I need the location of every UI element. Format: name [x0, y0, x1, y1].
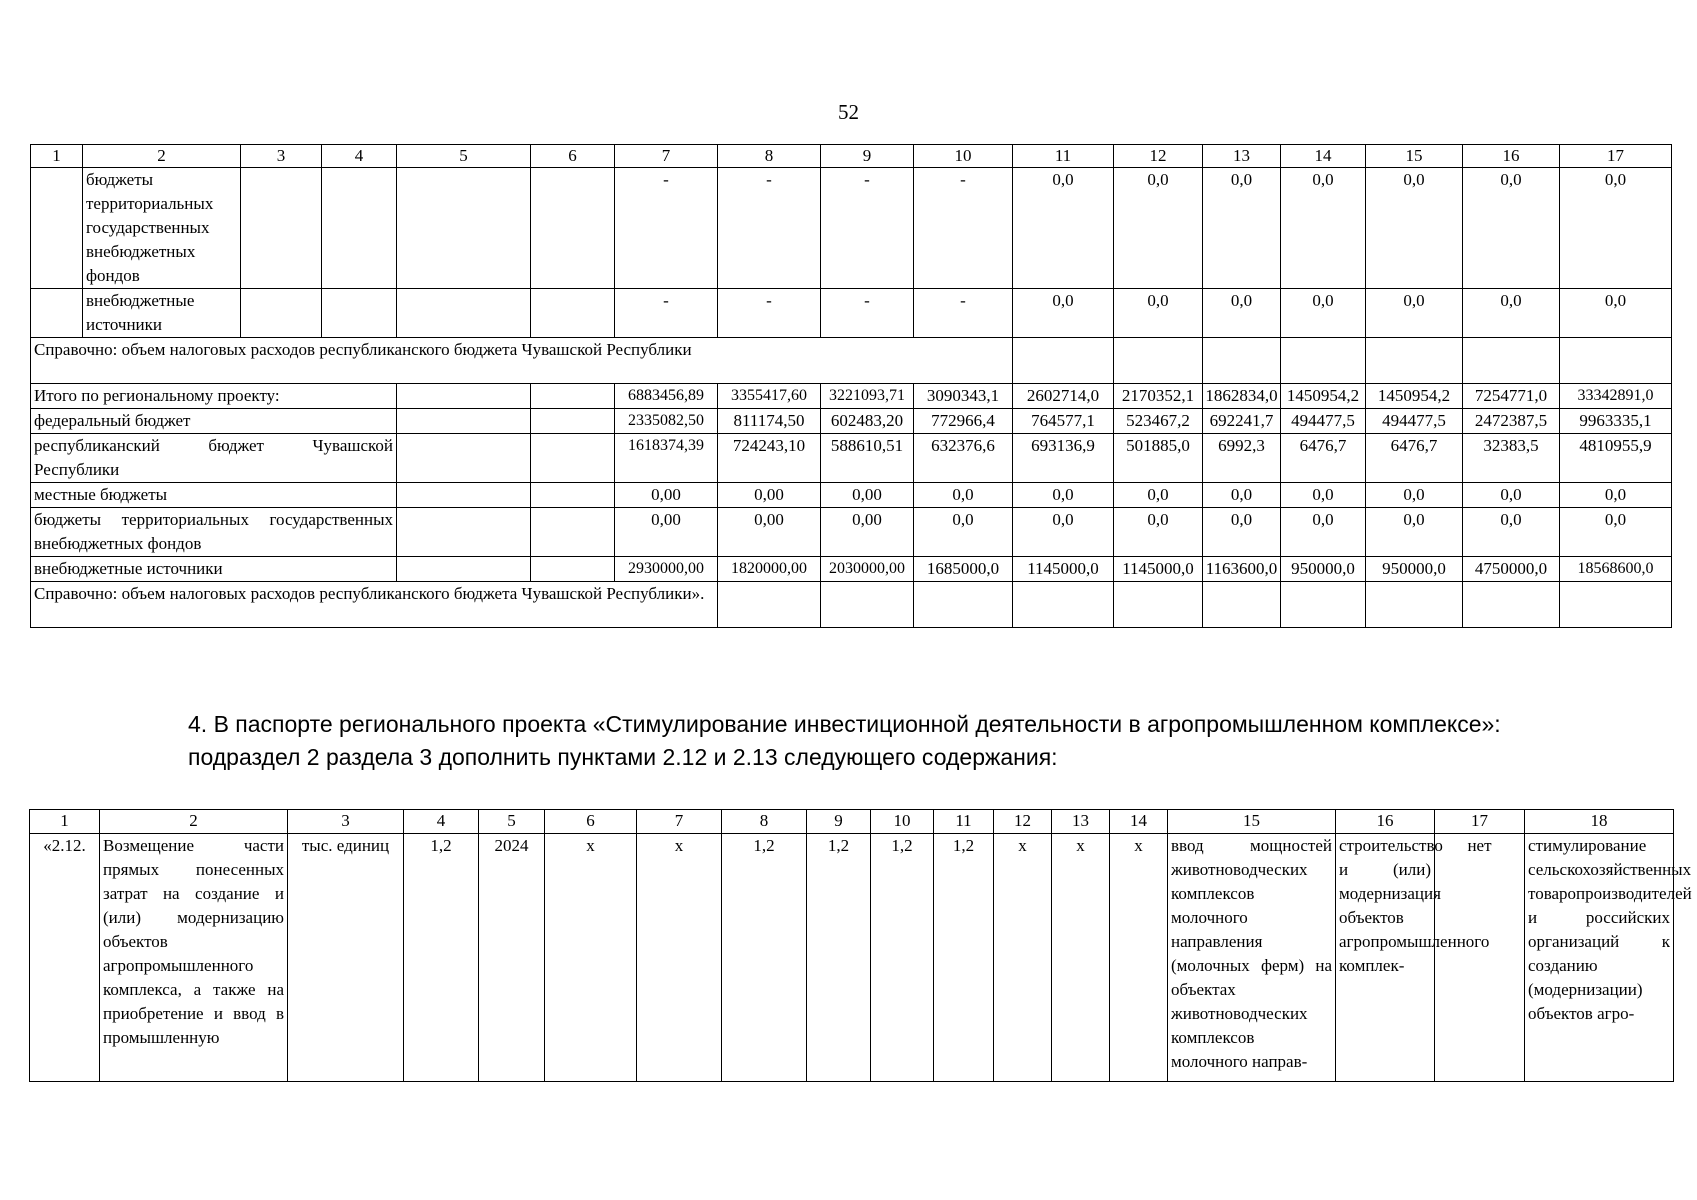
value-cell: 2030000,00	[821, 557, 914, 582]
value-cell: 523467,2	[1114, 409, 1203, 434]
value-cell: 1618374,39	[615, 434, 718, 483]
empty-cell	[531, 384, 615, 409]
value-cell: 0,00	[718, 483, 821, 508]
value-cell: 950000,0	[1366, 557, 1463, 582]
empty-cell	[821, 582, 914, 628]
column-header: 9	[821, 145, 914, 168]
value-cell: -	[615, 289, 718, 338]
table-row	[31, 289, 1672, 338]
value-cell: 0,0	[1366, 483, 1463, 508]
amendment-paragraph	[188, 708, 1501, 774]
row-label: местные бюджеты	[31, 483, 397, 508]
value-cell: ввод мощностей животноводческих комплексов молочного направления (молочных ферм) на объектах животноводческих комплексов молочного направ-	[1168, 834, 1336, 1082]
item-description: Возмещение части прямых понесенных затрат на создание и (или) модернизацию объектов агропромышленного комплекса, а также на приобретение и ввод в промышленную	[100, 834, 288, 1082]
value-cell: стимулирование сельскохозяйственных товаропроизводителей и российских организаций к созданию (модернизации) объектов агро-	[1525, 834, 1674, 1082]
table-row	[31, 384, 1672, 409]
value-cell: 0,00	[615, 508, 718, 557]
value-cell: 0,0	[1203, 168, 1281, 289]
empty-cell	[1114, 338, 1203, 384]
value-cell: тыс. единиц	[288, 834, 404, 1082]
empty-cell	[1366, 338, 1463, 384]
column-header: 8	[718, 145, 821, 168]
row-label: бюджеты территориальных государственных внебюджетных фондов	[83, 168, 241, 289]
value-cell: 0,0	[1114, 289, 1203, 338]
value-cell: 0,00	[821, 508, 914, 557]
empty-cell	[1560, 338, 1672, 384]
row-label: внебюджетные источники	[31, 557, 397, 582]
value-cell: 1450954,2	[1366, 384, 1463, 409]
column-header: 4	[322, 145, 397, 168]
column-header: 10	[871, 810, 934, 834]
value-cell: 0,0	[1560, 508, 1672, 557]
value-cell: -	[718, 289, 821, 338]
value-cell: 0,0	[1013, 483, 1114, 508]
empty-cell	[1203, 582, 1281, 628]
value-cell: 501885,0	[1114, 434, 1203, 483]
value-cell: 1,2	[722, 834, 807, 1082]
reference-label: Справочно: объем налоговых расходов республиканского бюджета Чувашской Республики	[31, 338, 1013, 384]
value-cell: 2024	[479, 834, 545, 1082]
empty-cell	[914, 582, 1013, 628]
value-cell: 0,00	[821, 483, 914, 508]
empty-cell	[397, 483, 531, 508]
table-row	[31, 409, 1672, 434]
column-header: 15	[1168, 810, 1336, 834]
value-cell: 9963335,1	[1560, 409, 1672, 434]
empty-cell	[531, 168, 615, 289]
column-header: 3	[241, 145, 322, 168]
value-cell: -	[821, 168, 914, 289]
row-label: республиканский бюджет Чувашской Республики	[31, 434, 397, 483]
value-cell: 6883456,89	[615, 384, 718, 409]
empty-cell	[718, 582, 821, 628]
value-cell: 0,00	[718, 508, 821, 557]
page-number: 52	[838, 100, 859, 124]
column-header: 16	[1336, 810, 1435, 834]
column-header: 6	[531, 145, 615, 168]
value-cell: 33342891,0	[1560, 384, 1672, 409]
value-cell: 0,0	[1463, 168, 1560, 289]
table-row	[31, 338, 1672, 384]
value-cell: 0,0	[1281, 483, 1366, 508]
reference-label: Справочно: объем налоговых расходов республиканского бюджета Чувашской Республики».	[31, 582, 718, 628]
value-cell: 0,0	[1013, 168, 1114, 289]
column-header: 5	[479, 810, 545, 834]
empty-cell	[1114, 582, 1203, 628]
value-cell: -	[914, 168, 1013, 289]
value-cell: х	[1110, 834, 1168, 1082]
empty-cell	[397, 409, 531, 434]
value-cell: 1,2	[807, 834, 871, 1082]
header-row	[30, 810, 1674, 834]
paragraph-line-2: подраздел 2 раздела 3 дополнить пунктами 2.12 и 2.13 следующего содержания:	[188, 744, 1058, 770]
value-cell: 0,0	[1013, 508, 1114, 557]
table-row	[31, 508, 1672, 557]
value-cell: 588610,51	[821, 434, 914, 483]
empty-cell	[241, 168, 322, 289]
value-cell: 692241,7	[1203, 409, 1281, 434]
column-header: 13	[1052, 810, 1110, 834]
empty-cell	[241, 289, 322, 338]
empty-cell	[31, 289, 83, 338]
value-cell: 3090343,1	[914, 384, 1013, 409]
column-header: 7	[615, 145, 718, 168]
value-cell: -	[914, 289, 1013, 338]
value-cell: 0,0	[1366, 168, 1463, 289]
value-cell: 950000,0	[1281, 557, 1366, 582]
value-cell: 0,0	[1203, 483, 1281, 508]
table-row	[31, 483, 1672, 508]
value-cell: 772966,4	[914, 409, 1013, 434]
column-header: 1	[31, 145, 83, 168]
table-row	[31, 582, 1672, 628]
empty-cell	[31, 168, 83, 289]
value-cell: 3355417,60	[718, 384, 821, 409]
empty-cell	[1463, 338, 1560, 384]
empty-cell	[397, 289, 531, 338]
value-cell: 0,0	[1560, 483, 1672, 508]
value-cell: 4810955,9	[1560, 434, 1672, 483]
budget-table	[30, 144, 1672, 628]
value-cell: х	[637, 834, 722, 1082]
column-header: 14	[1110, 810, 1168, 834]
value-cell: -	[821, 289, 914, 338]
column-header: 5	[397, 145, 531, 168]
value-cell: 2602714,0	[1013, 384, 1114, 409]
column-header: 17	[1560, 145, 1672, 168]
value-cell: х	[994, 834, 1052, 1082]
table-row	[31, 557, 1672, 582]
value-cell: 494477,5	[1281, 409, 1366, 434]
column-header: 14	[1281, 145, 1366, 168]
value-cell: 0,0	[1281, 168, 1366, 289]
empty-cell	[397, 434, 531, 483]
value-cell: 494477,5	[1366, 409, 1463, 434]
column-header: 4	[404, 810, 479, 834]
empty-cell	[531, 557, 615, 582]
value-cell: 1,2	[404, 834, 479, 1082]
empty-cell	[1463, 582, 1560, 628]
value-cell: 0,0	[1366, 508, 1463, 557]
value-cell: 1145000,0	[1013, 557, 1114, 582]
empty-cell	[531, 289, 615, 338]
empty-cell	[1013, 582, 1114, 628]
header-row	[31, 145, 1672, 168]
empty-cell	[397, 168, 531, 289]
item-number: «2.12.	[30, 834, 100, 1082]
empty-cell	[1013, 338, 1114, 384]
column-header: 13	[1203, 145, 1281, 168]
value-cell: 0,0	[1281, 289, 1366, 338]
value-cell: 2170352,1	[1114, 384, 1203, 409]
value-cell: 0,0	[1463, 483, 1560, 508]
paragraph-line-1: 4. В паспорте регионального проекта «Стимулирование инвестиционной деятельности в агропромышленном комплексе»:	[188, 711, 1501, 737]
value-cell: х	[545, 834, 637, 1082]
value-cell: 0,0	[1281, 508, 1366, 557]
value-cell: 0,0	[914, 483, 1013, 508]
value-cell: 0,0	[1203, 508, 1281, 557]
value-cell: 0,0	[1366, 289, 1463, 338]
empty-cell	[531, 508, 615, 557]
empty-cell	[1560, 582, 1672, 628]
value-cell: 1820000,00	[718, 557, 821, 582]
value-cell: 32383,5	[1463, 434, 1560, 483]
empty-cell	[397, 557, 531, 582]
value-cell: 6476,7	[1281, 434, 1366, 483]
empty-cell	[322, 289, 397, 338]
column-header: 1	[30, 810, 100, 834]
value-cell: 1163600,0	[1203, 557, 1281, 582]
value-cell: 1,2	[871, 834, 934, 1082]
value-cell: 0,0	[1013, 289, 1114, 338]
column-header: 11	[1013, 145, 1114, 168]
value-cell: 18568600,0	[1560, 557, 1672, 582]
column-header: 18	[1525, 810, 1674, 834]
column-header: 6	[545, 810, 637, 834]
value-cell: х	[1052, 834, 1110, 1082]
column-header: 10	[914, 145, 1013, 168]
row-label: Итого по региональному проекту:	[31, 384, 397, 409]
column-header: 9	[807, 810, 871, 834]
empty-cell	[1366, 582, 1463, 628]
row-label: бюджеты территориальных государственных внебюджетных фондов	[31, 508, 397, 557]
column-header: 3	[288, 810, 404, 834]
value-cell: 764577,1	[1013, 409, 1114, 434]
value-cell: 2930000,00	[615, 557, 718, 582]
value-cell: 0,0	[914, 508, 1013, 557]
column-header: 11	[934, 810, 994, 834]
value-cell: -	[718, 168, 821, 289]
value-cell: 0,0	[1463, 289, 1560, 338]
value-cell: 0,0	[1560, 168, 1672, 289]
value-cell: 6476,7	[1366, 434, 1463, 483]
value-cell: -	[615, 168, 718, 289]
value-cell: 0,0	[1114, 168, 1203, 289]
empty-cell	[531, 409, 615, 434]
row-label: внебюджетные источники	[83, 289, 241, 338]
column-header: 8	[722, 810, 807, 834]
value-cell: 1450954,2	[1281, 384, 1366, 409]
value-cell: 1,2	[934, 834, 994, 1082]
value-cell: 811174,50	[718, 409, 821, 434]
column-header: 15	[1366, 145, 1463, 168]
empty-cell	[1281, 338, 1366, 384]
empty-cell	[531, 434, 615, 483]
value-cell: 3221093,71	[821, 384, 914, 409]
column-header: 16	[1463, 145, 1560, 168]
project-items-table	[29, 809, 1692, 1082]
column-header: 17	[1435, 810, 1525, 834]
value-cell: 602483,20	[821, 409, 914, 434]
column-header: 7	[637, 810, 722, 834]
value-cell: 0,0	[1203, 289, 1281, 338]
column-header: 2	[83, 145, 241, 168]
column-header: 12	[1114, 145, 1203, 168]
value-cell: 693136,9	[1013, 434, 1114, 483]
value-cell: 1145000,0	[1114, 557, 1203, 582]
table-row	[31, 434, 1672, 483]
value-cell: 4750000,0	[1463, 557, 1560, 582]
value-cell: 632376,6	[914, 434, 1013, 483]
value-cell: 1685000,0	[914, 557, 1013, 582]
value-cell: 1862834,0	[1203, 384, 1281, 409]
empty-cell	[397, 508, 531, 557]
column-header: 12	[994, 810, 1052, 834]
value-cell: 0,0	[1114, 483, 1203, 508]
value-cell: 0,0	[1114, 508, 1203, 557]
table-row	[31, 168, 1672, 289]
empty-cell	[322, 168, 397, 289]
empty-cell	[531, 483, 615, 508]
row-label: федеральный бюджет	[31, 409, 397, 434]
value-cell: 0,00	[615, 483, 718, 508]
table-row	[30, 834, 1674, 1082]
value-cell: 724243,10	[718, 434, 821, 483]
value-cell: нет	[1435, 834, 1525, 1082]
empty-cell	[397, 384, 531, 409]
column-header: 2	[100, 810, 288, 834]
value-cell: 6992,3	[1203, 434, 1281, 483]
value-cell: 0,0	[1560, 289, 1672, 338]
value-cell: 2472387,5	[1463, 409, 1560, 434]
value-cell: 0,0	[1463, 508, 1560, 557]
value-cell: 2335082,50	[615, 409, 718, 434]
value-cell: 7254771,0	[1463, 384, 1560, 409]
empty-cell	[1281, 582, 1366, 628]
empty-cell	[1203, 338, 1281, 384]
value-cell: строительство и (или) модернизация объектов агропромышленного комплек-	[1336, 834, 1435, 1082]
